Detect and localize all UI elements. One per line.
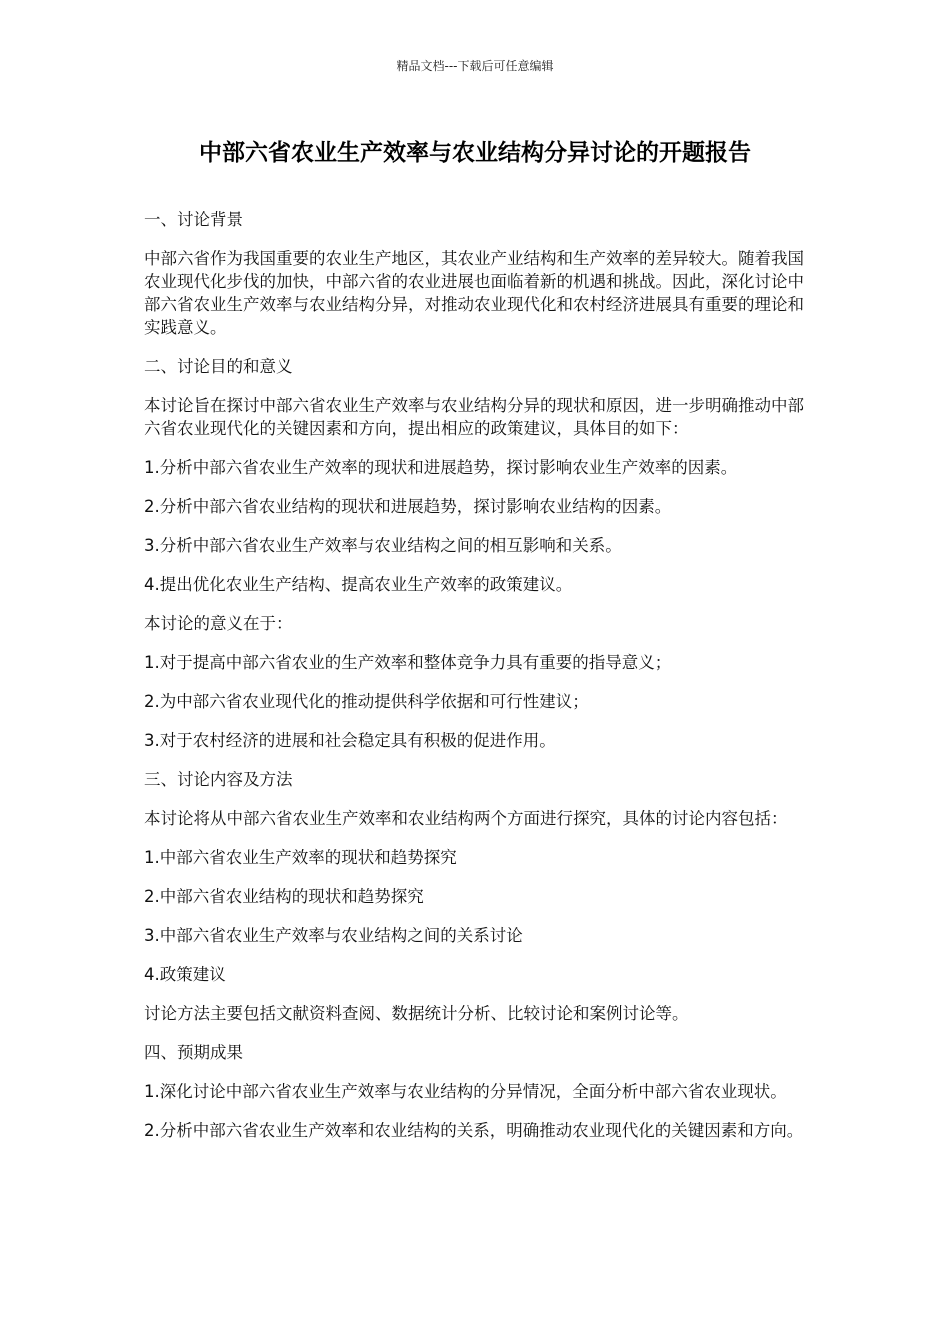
page-header: 精品文档---下载后可任意编辑: [396, 59, 554, 73]
list-item-significance-1: 1.对于提高中部六省农业的生产效率和整体竞争力具有重要的指导意义；: [144, 653, 672, 672]
paragraph-significance-intro: 本讨论的意义在于：: [144, 614, 293, 633]
document-title: 中部六省农业生产效率与农业结构分异讨论的开题报告: [199, 140, 751, 166]
paragraph-method: 讨论方法主要包括文献资料查阅、数据统计分析、比较讨论和案例讨论等。: [144, 1004, 689, 1023]
list-item-purpose-4: 4.提出优化农业生产结构、提高农业生产效率的政策建议。: [144, 575, 573, 594]
document-body: [144, 208, 804, 1158]
paragraph-purpose-intro: 本讨论旨在探讨中部六省农业生产效率与农业结构分异的现状和原因，进一步明确推动中部六省农业现代化的关键因素和方向，提出相应的政策建议，具体目的如下：: [144, 396, 804, 438]
list-item-result-2: 2.分析中部六省农业生产效率和农业结构的关系，明确推动农业现代化的关键因素和方向。: [144, 1121, 804, 1140]
list-item-content-3: 3.中部六省农业生产效率与农业结构之间的关系讨论: [144, 926, 523, 945]
list-item-content-4: 4.政策建议: [144, 965, 226, 984]
list-item-purpose-3: 3.分析中部六省农业生产效率与农业结构之间的相互影响和关系。: [144, 536, 622, 555]
paragraph-content-intro: 本讨论将从中部六省农业生产效率和农业结构两个方面进行探究，具体的讨论内容包括：: [144, 809, 788, 828]
section-heading-expected-results: 四、预期成果: [144, 1043, 243, 1062]
section-heading-background: 一、讨论背景: [144, 210, 243, 229]
list-item-result-1: 1.深化讨论中部六省农业生产效率与农业结构的分异情况，全面分析中部六省农业现状。: [144, 1082, 787, 1101]
list-item-content-2: 2.中部六省农业结构的现状和趋势探究: [144, 887, 424, 906]
list-item-significance-3: 3.对于农村经济的进展和社会稳定具有积极的促进作用。: [144, 731, 556, 750]
list-item-purpose-2: 2.分析中部六省农业结构的现状和进展趋势，探讨影响农业结构的因素。: [144, 497, 672, 516]
list-item-purpose-1: 1.分析中部六省农业生产效率的现状和进展趋势，探讨影响农业生产效率的因素。: [144, 458, 738, 477]
paragraph-background: 中部六省作为我国重要的农业生产地区，其农业产业结构和生产效率的差异较大。随着我国农业现代化步伐的加快，中部六省的农业进展也面临着新的机遇和挑战。因此，深化讨论中部六省农业生产效率与农业结构分异，对推动农业现代化和农村经济进展具有重要的理论和实践意义。: [144, 249, 804, 337]
list-item-content-1: 1.中部六省农业生产效率的现状和趋势探究: [144, 848, 457, 867]
section-heading-purpose: 二、讨论目的和意义: [144, 357, 293, 376]
list-item-significance-2: 2.为中部六省农业现代化的推动提供科学依据和可行性建议；: [144, 692, 589, 711]
section-heading-content-method: 三、讨论内容及方法: [144, 770, 293, 789]
